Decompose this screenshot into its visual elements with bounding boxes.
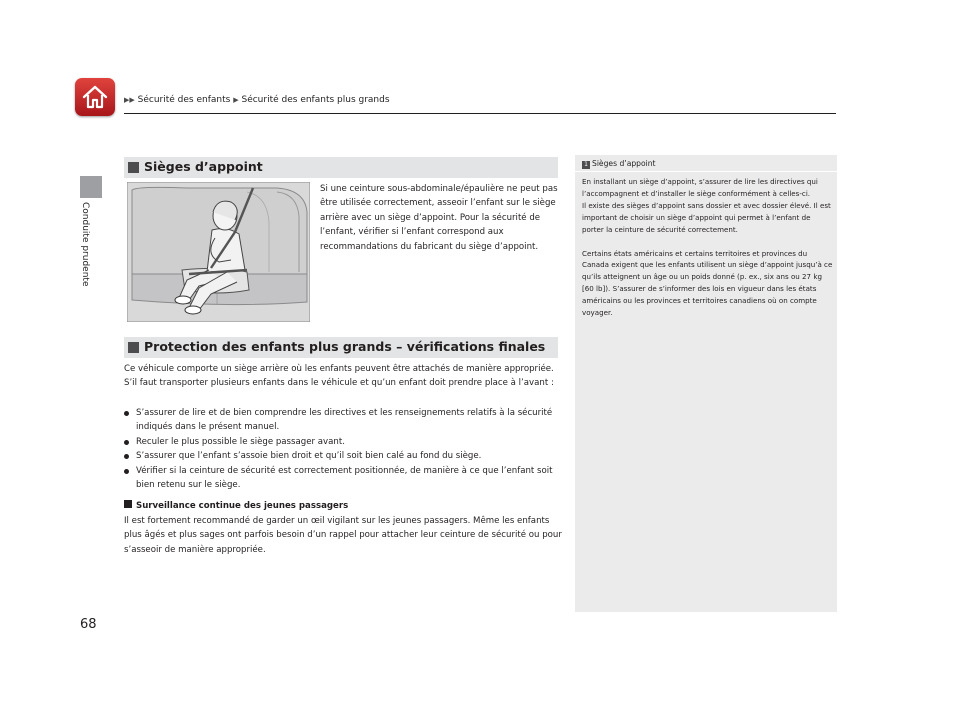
sidebar-note: [575, 155, 837, 612]
breadcrumb: [124, 95, 390, 105]
chapter-tab-marker[interactable]: [80, 176, 102, 198]
section-square-icon: [128, 342, 139, 353]
supervision-subheading: Surveillance continue des jeunes passagers: [124, 500, 348, 511]
booster-seat-illustration: [127, 182, 310, 322]
bullet-icon: [124, 440, 129, 445]
list-item: S’assurer que l’enfant s’assoie bien droit et qu’il soit bien calé au fond du siège.: [124, 449, 564, 463]
page-number: 68: [80, 617, 97, 632]
final-checks-list: [124, 406, 564, 492]
sidebar-note-title[interactable]: 1 Sièges d’appoint: [582, 159, 656, 169]
final-checks-paragraph: Ce véhicule comporte un siège arrière où les enfants peuvent être attachés de manière appropriée. S’il faut transporter plusieurs enfants dans le véhicule et qu’un enfant doit prendre place à l’avant :: [124, 364, 554, 389]
reference-marker-icon: 1: [582, 161, 590, 169]
section-title: Sièges d’appoint: [144, 159, 263, 174]
booster-seat-intro: Si une ceinture sous-abdominale/épaulière ne peut pas être utilisée correctement, asseoir l’enfant sur le siège arrière avec un siège d’appoint. Pour la sécurité de l’enfant, vérifier si l’enfant correspond aux recommandations du fabricant du siège d’appoint.: [320, 184, 558, 252]
breadcrumb-arrow-icon: ▶▶: [124, 96, 135, 104]
bullet-icon: [124, 469, 129, 474]
breadcrumb-item-child-safety[interactable]: Sécurité des enfants: [137, 95, 231, 105]
header-divider: [124, 113, 836, 114]
sidebar-note-divider: [575, 171, 837, 172]
breadcrumb-item-older-children[interactable]: Sécurité des enfants plus grands: [241, 95, 390, 105]
sidebar-paragraph: Certains états américains et certains territoires et provinces du Canada exigent que les enfants utilisent un siège d’appoint jusqu’à ce qu’ils atteignent un âge ou un poids donné (p. ex., six ans ou 27 kg [60 lb]). S’assurer de s’informer des lois en vigueur dans les états américains ou les provinces et territoires canadiens où on compte voyager.: [582, 248, 833, 318]
home-button[interactable]: [75, 78, 115, 116]
home-icon: [81, 83, 109, 111]
supervision-paragraph: Il est fortement recommandé de garder un œil vigilant sur les jeunes passagers. Même les enfants plus âgés et plus sages ont parfois besoin d’un rappel pour attacher leur ceinture de sécurité ou pour s’asseoir de manière appropriée.: [124, 516, 562, 555]
list-item: Vérifier si la ceinture de sécurité est correctement positionnée, de manière à ce que l’enfant soit bien retenu sur le siège.: [124, 464, 564, 493]
chapter-tab-label: Conduite prudente: [80, 202, 90, 287]
sidebar-paragraph: En installant un siège d’appoint, s’assurer de lire les directives qui l’accompagnent et d’installer le siège conformément à celles-ci.: [582, 177, 818, 198]
list-item: Reculer le plus possible le siège passager avant.: [124, 435, 564, 449]
section-square-icon: [128, 162, 139, 173]
section-title: Protection des enfants plus grands – vérifications finales: [144, 339, 546, 354]
bullet-icon: [124, 411, 129, 416]
list-item: S’assurer de lire et de bien comprendre les directives et les renseignements relatifs à la sécurité indiqués dans le présent manuel.: [124, 406, 564, 435]
section-header-booster-seats: [124, 157, 558, 178]
bullet-icon: [124, 454, 129, 459]
sidebar-note-body: [582, 176, 834, 319]
subheading-square-icon: [124, 500, 132, 508]
section-header-final-checks: [124, 337, 558, 358]
sidebar-paragraph: Il existe des sièges d’appoint sans dossier et avec dossier élevé. Il est important de choisir un siège d’appoint qui permet à l’enfant de porter la ceinture de sécurité correctement.: [582, 200, 831, 234]
breadcrumb-arrow-icon: ▶: [233, 96, 239, 104]
